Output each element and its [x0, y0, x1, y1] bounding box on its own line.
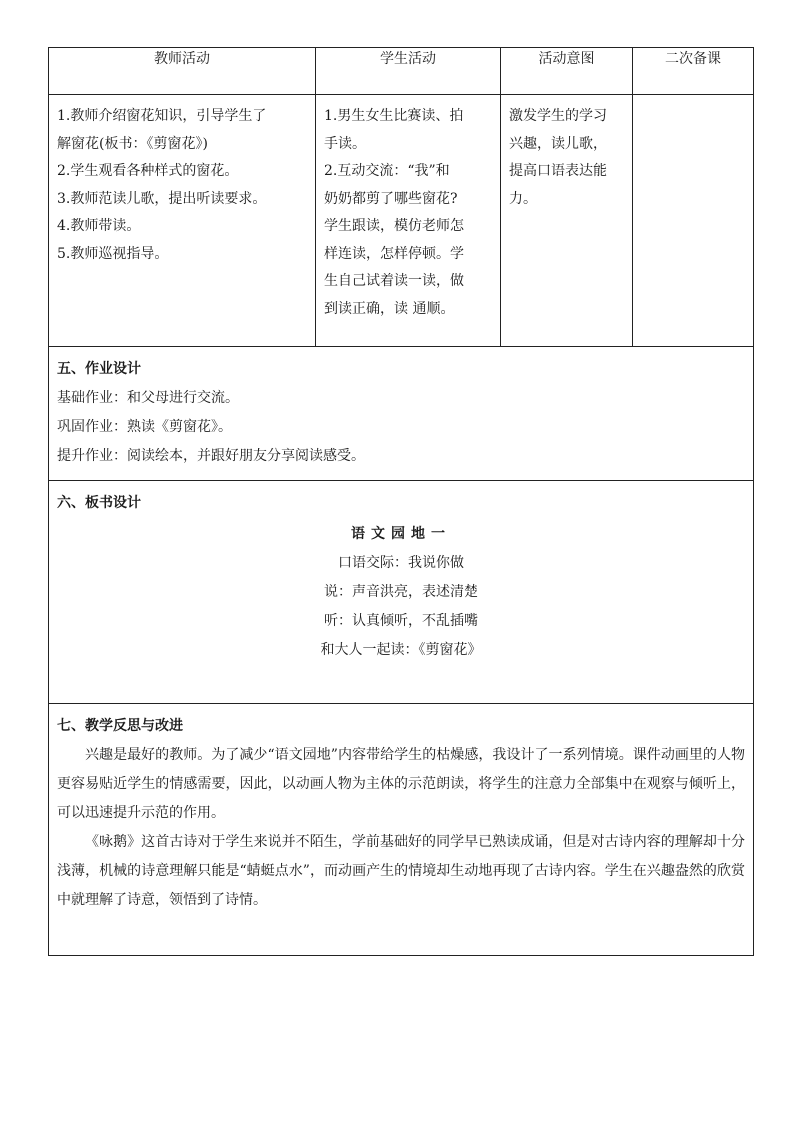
teacher-line: 解窗花(板书：《剪窗花》): [57, 135, 208, 152]
header-second-prep: 二次备课: [633, 48, 754, 95]
homework-row: [49, 347, 754, 481]
teacher-line: 1.教师介绍窗花知识，引导学生了: [57, 108, 267, 124]
student-line: 学生跟读，模仿老师怎: [324, 218, 464, 234]
board-row: [49, 481, 754, 704]
reflection-section: [49, 704, 754, 956]
board-line: 和大人一起读：《剪窗花》: [320, 642, 482, 658]
table-header-row: [49, 48, 754, 95]
teacher-line: 3.教师范读儿歌，提出听读要求。: [57, 190, 267, 207]
intent-line: 兴趣，读儿歌，: [509, 135, 607, 152]
teacher-line: 2.学生观看各种样式的窗花。: [57, 163, 239, 179]
header-teacher-activity: 教师活动: [49, 48, 316, 95]
student-line: 生自己试着读一读，做: [324, 273, 464, 289]
reflection-title: 七、教学反思与改进: [57, 718, 183, 734]
intent-line: 激发学生的学习: [509, 108, 607, 124]
homework-line: 巩固作业：熟读《剪窗花》。: [57, 419, 232, 435]
student-line: 手读。: [324, 135, 366, 152]
reflection-paragraph: 《咏鹅》这首古诗对于学生来说并不陌生，学前基础好的同学早已熟读成诵，但是对古诗内容的理解却十分浅薄，机械的诗意理解只能是“蜻蜓点水”，而动画产生的情境却生动地再现了古诗内容。学生在兴趣盎然的欣赏中就理解了诗意，领悟到了诗情。: [57, 834, 745, 908]
student-line: 奶奶都剪了哪些窗花?: [324, 190, 458, 207]
board-line: 口语交际：我说你做: [338, 555, 464, 571]
intent-line: 力。: [509, 190, 537, 207]
activity-intent-cell: [501, 95, 633, 347]
intent-line: 提高口语表达能: [509, 163, 607, 179]
homework-line: 基础作业：和父母进行交流。: [57, 390, 239, 406]
student-activity-cell: [316, 95, 501, 347]
student-line: 样连读，怎样停顿。学: [324, 245, 464, 262]
second-prep-cell: [633, 95, 754, 347]
homework-line: 提升作业：阅读绘本，并跟好朋友分享阅读感受。: [57, 448, 365, 464]
table-body-row: [49, 95, 754, 347]
student-line: 1.男生女生比赛读、拍: [324, 108, 464, 124]
lesson-plan-page: [48, 47, 753, 956]
board-line: 听：认真倾听，不乱插嘴: [324, 613, 478, 629]
teacher-activity-cell: [49, 95, 316, 347]
reflection-paragraph: 兴趣是最好的教师。为了减少“语文园地”内容带给学生的枯燥感，我设计了一系列情境。课件动画里的人物更容易贴近学生的情感需要，因此，以动画人物为主体的示范朗读，将学生的注意力全部集中在观察与倾听上，可以迅速提升示范的作用。: [57, 747, 745, 821]
second-prep-text: [633, 95, 753, 109]
homework-title: 五、作业设计: [57, 361, 141, 377]
homework-section: [49, 347, 754, 481]
reflection-row: [49, 704, 754, 956]
lesson-table: [48, 47, 754, 956]
board-content: [57, 520, 745, 665]
teacher-line: 5.教师巡视指导。: [57, 245, 169, 262]
header-student-activity: 学生活动: [316, 48, 501, 95]
header-activity-intent: 活动意图: [501, 48, 633, 95]
student-line: 2.互动交流：“我”和: [324, 163, 450, 179]
board-title: 六、板书设计: [57, 495, 141, 511]
board-line: 说：声音洪亮，表述清楚: [324, 584, 478, 600]
board-heading: 语文园地一: [351, 526, 451, 542]
board-section: [49, 481, 754, 704]
teacher-line: 4.教师带读。: [57, 218, 141, 234]
student-line: 到读正确，读 通顺。: [324, 300, 455, 317]
